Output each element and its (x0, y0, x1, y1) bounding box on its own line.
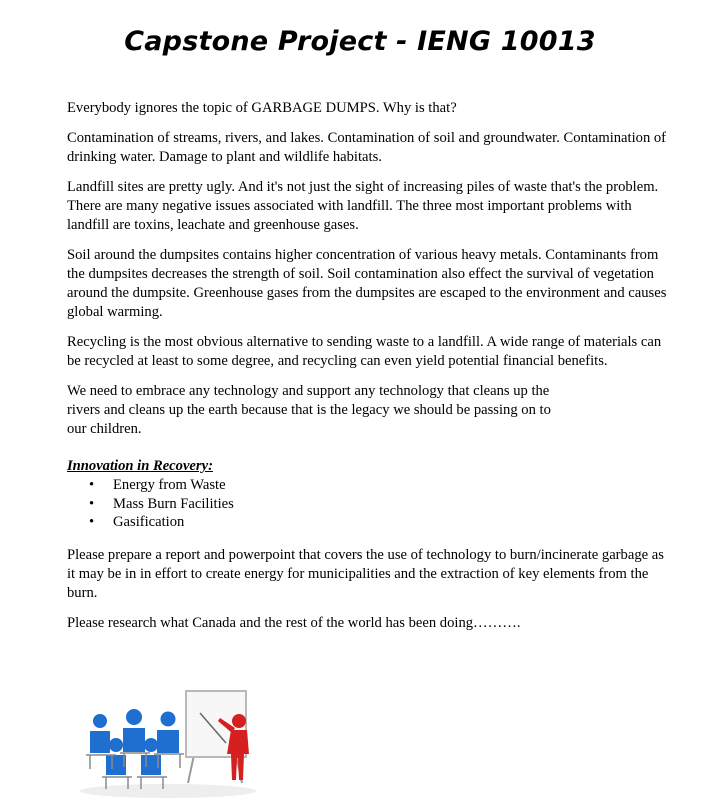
paragraph-technology: We need to embrace any technology and support any technology that cleans up the rivers and cleans up the earth because that is the legacy we should be passing on to our children. (67, 383, 551, 437)
paragraph-soil: Soil around the dumpsites contains higher concentration of various heavy metals. Contaminants from the dumpsites decreases the strength of soil. Soil contamination also effect the survival of vegetation around the dumpsite. Greenhouse gases from the dumpsites are escaped to the environment and causes global warming. (67, 247, 667, 320)
paragraph-report-request: Please prepare a report and powerpoint that covers the use of technology to burn/incinerate garbage as it may be in in effort to create energy for municipalities and the extraction of key elements from the burn. (67, 546, 664, 601)
bullet-icon: • (89, 495, 95, 512)
bullet-icon: • (89, 477, 95, 493)
list-item (67, 495, 667, 514)
paragraph-intro: Everybody ignores the topic of GARBAGE DUMPS. Why is that? (67, 100, 457, 116)
innovation-list (67, 476, 667, 532)
list-item-label: Gasification (113, 514, 185, 530)
paragraph-landfill: Landfill sites are pretty ugly. And it's not just the sight of increasing piles of waste that's the problem. There are many negative issues associated with landfill. The three most important problems with landfill are toxins, leachate and greenhouse gases. (67, 179, 659, 233)
list-item (67, 513, 667, 532)
innovation-heading: Innovation in Recovery: (67, 458, 213, 474)
classroom-presentation-icon (76, 683, 261, 798)
list-item (67, 476, 667, 495)
bullet-icon: • (89, 514, 95, 530)
document-body (67, 99, 667, 644)
list-item-label: Mass Burn Facilities (113, 495, 234, 512)
paragraph-recycling: Recycling is the most obvious alternative to sending waste to a landfill. A wide range of materials can be recycled at least to some degree, and recycling can even yield potential financial benefits. (67, 334, 662, 369)
paragraph-research-request: Please research what Canada and the rest of the world has been doing………. (67, 614, 521, 631)
list-item-label: Energy from Waste (113, 477, 226, 493)
paragraph-contamination: Contamination of streams, rivers, and lakes. Contamination of soil and groundwater. Contamination of drinking water. Damage to plant and wildlife habitats. (67, 130, 667, 165)
page-title: Capstone Project - IENG 10013 (124, 26, 596, 57)
audience-icon (90, 709, 179, 775)
desks-icon (86, 753, 184, 789)
